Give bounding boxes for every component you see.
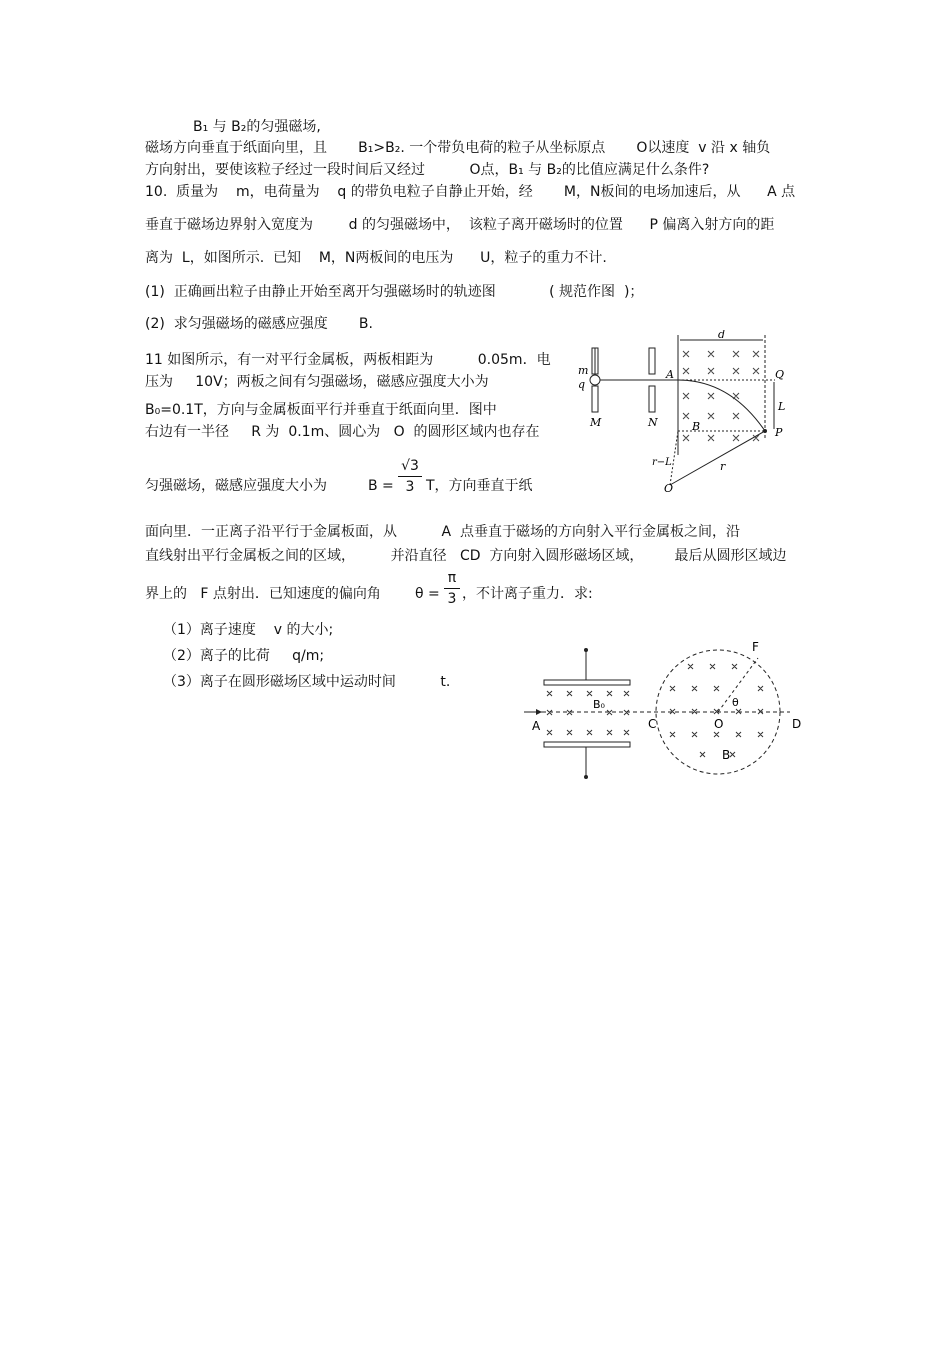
label-r-minus-L: r−L	[652, 457, 672, 468]
q11-b-eq: B =	[368, 478, 394, 494]
q11-b-fraction-bar	[398, 476, 422, 477]
q11-line-1: 11 如图所示，有一对平行金属板，两板相距为 0.05m．电	[145, 352, 551, 368]
plate-n-top	[649, 348, 655, 374]
label-F: F	[752, 640, 759, 654]
plate-n-bottom	[649, 386, 655, 412]
label-N: N	[648, 416, 658, 429]
label-M: M	[590, 416, 602, 429]
q11-theta-eq: θ =	[415, 586, 440, 602]
plate-field-crosses	[547, 691, 629, 735]
label-A: A	[666, 368, 674, 381]
q11-theta-numerator: π	[447, 570, 457, 586]
label-A: A	[532, 719, 541, 733]
q11-line-8b: ，不计离子重力．求:	[462, 586, 593, 602]
q11-line-5a: 匀强磁场，磁感应强度大小为	[145, 478, 327, 494]
label-O: O	[714, 717, 724, 731]
label-q: q	[578, 378, 586, 391]
q11-line-4: 右边有一半径 R 为 0.1m、圆心为 O 的圆形区域内也存在	[145, 424, 540, 440]
q11-line-8a: 界上的 F 点射出．已知速度的偏向角	[145, 586, 381, 602]
q11-line-3: B₀=0.1T，方向与金属板面平行并垂直于纸面向里．图中	[145, 402, 497, 418]
q11-figure	[520, 640, 810, 785]
q11-theta-fraction-bar	[444, 588, 460, 589]
label-theta: θ	[732, 696, 739, 709]
label-L: L	[778, 400, 786, 413]
q11-b-fraction	[398, 458, 422, 495]
label-d: d	[718, 330, 726, 341]
q10-line-2: 垂直于磁场边界射入宽度为 d 的匀强磁场中， 该粒子离开磁场时的位置 P 偏离入射方向的距	[145, 217, 775, 233]
top-plate	[544, 680, 630, 685]
label-D: D	[792, 717, 802, 731]
prev-line-1: B₁ 与 B₂的匀强磁场,	[193, 119, 321, 135]
q10-part-1: (1) 正确画出粒子由静止开始至离开匀强磁场时的轨迹图 ( 规范作图 )；	[145, 284, 644, 300]
label-Q: Q	[775, 368, 785, 381]
circle-field-crosses	[670, 664, 763, 757]
q10-line-3: 离为 L，如图所示. 已知 M，N两板间的电压为 U，粒子的重力不计.	[145, 250, 607, 266]
q11-line-7: 直线射出平行金属板之间的区域， 并沿直径 CD 方向射入圆形磁场区域， 最后从圆形区域边	[145, 548, 787, 564]
top-terminal-dot	[584, 648, 588, 652]
label-r: r	[720, 460, 726, 473]
q11-sub-3: （3）离子在圆形磁场区域中运动时间 t.	[163, 674, 451, 690]
q11-line-2: 压为 10V；两板之间有匀强磁场，磁感应强度大小为	[145, 374, 489, 390]
bottom-terminal-dot	[584, 775, 588, 779]
label-B0: B₀	[593, 698, 605, 711]
q10-figure	[570, 330, 795, 500]
q11-line-6: 面向里．一正离子沿平行于金属板面，从 A 点垂直于磁场的方向射入平行金属板之间，沿	[145, 524, 740, 540]
label-O: O	[664, 482, 674, 495]
label-B: B	[722, 748, 731, 762]
q11-b-numerator: √3	[401, 458, 419, 474]
q11-theta-fraction	[444, 570, 460, 607]
q10-part-2: (2) 求匀强磁场的磁感应强度 B.	[145, 316, 373, 332]
q10-line-1: 10. 质量为 m，电荷量为 q 的带负电粒子自静止开始，经 M，N板间的电场加速后，从 A 点	[145, 184, 796, 200]
q11-theta-denominator: 3	[447, 591, 457, 607]
bottom-plate	[544, 742, 630, 747]
q11-sub-2: （2）离子的比荷 q/m;	[163, 648, 325, 664]
label-P: P	[775, 426, 783, 439]
plate-m-bottom	[592, 386, 598, 412]
entry-arrowhead	[536, 709, 542, 715]
prev-line-3: 方向射出，要使该粒子经过一段时间后又经过 O点，B₁ 与 B₂的比值应满足什么条件?	[145, 162, 710, 178]
label-m: m	[578, 364, 589, 377]
label-C: C	[648, 717, 657, 731]
q11-sub-1: （1）离子速度 v 的大小;	[163, 622, 334, 638]
prev-line-2: 磁场方向垂直于纸面向里，且 B₁>B₂. 一个带负电荷的粒子从坐标原点 O以速度 v 沿 x 轴负	[145, 140, 771, 156]
q11-line-5c: T，方向垂直于纸	[426, 478, 533, 494]
q11-b-denominator: 3	[405, 479, 415, 495]
particle-icon	[590, 375, 600, 385]
label-B: B	[692, 420, 701, 433]
